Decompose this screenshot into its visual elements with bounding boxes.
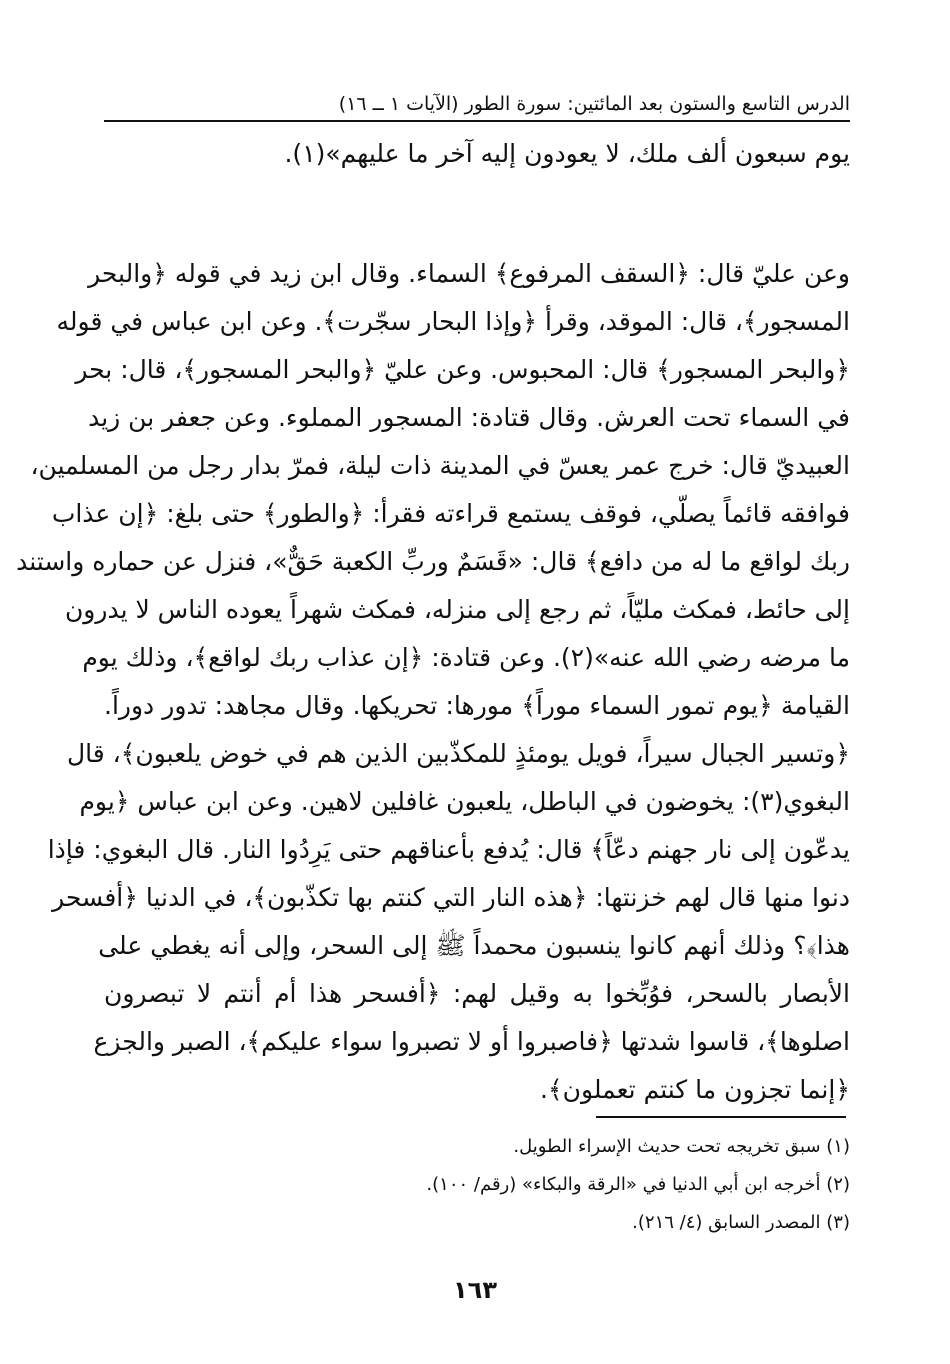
paragraph-line: العبيديّ قال: خرج عمر يعسّ في المدينة ذات ليلة، فمرّ بدار رجل من المسلمين، [30,451,850,480]
paragraph-line: وعن عليّ قال: ﴿السقف المرفوع﴾ السماء. وقال ابن زيد في قوله ﴿والبحر [88,259,850,288]
paragraph-line: هذا﴾؟ وذلك أنهم كانوا ينسبون محمداً ﷺ إلى السحر، وإلى أنه يغطي على [98,931,850,960]
footnote-rule [596,1116,846,1118]
paragraph-line: ﴿إنما تجزون ما كنتم تعملون﴾. [540,1075,850,1104]
paragraph-line: دنوا منها قال لهم خزنتها: ﴿هذه النار التي كنتم بها تكذّبون﴾، في الدنيا ﴿أفسحر [52,883,850,912]
footnote: (٢) أخرجه ابن أبي الدنيا في «الرقة والبكاء» (رقم/ ١٠٠). [426,1174,850,1195]
paragraph-line: ﴿وتسير الجبال سيراً، فويل يومئذٍ للمكذّبين الذين هم في خوض يلعبون﴾، قال [67,739,850,768]
paragraph-line: فوافقه قائماً يصلّي، فوقف يستمع قراءته فقرأ: ﴿والطور﴾ حتى بلغ: ﴿إن عذاب [51,499,850,528]
header-rule [104,120,850,122]
paragraph-line: إلى حائط، فمكث مليّاً، ثم رجع إلى منزله، فمكث شهراً يعوده الناس لا يدرون [64,595,850,624]
paragraph-line: يدعّون إلى نار جهنم دعّاً﴾ قال: يُدفع بأعناقهم حتى يَرِدُوا النار. قال البغوي: فإذا [47,835,850,864]
paragraph-line: في السماء تحت العرش. وقال قتادة: المسجور المملوء. وعن جعفر بن زيد [88,403,850,432]
footnote: (١) سبق تخريجه تحت حديث الإسراء الطويل. [513,1136,850,1157]
paragraph-line: المسجور﴾، قال: الموقد، وقرأ ﴿وإذا البحار سجّرت﴾. وعن ابن عباس في قوله [56,307,850,336]
paragraph-line: القيامة ﴿يوم تمور السماء موراً﴾ مورها: تحريكها. وقال مجاهد: تدور دوراً. [104,691,850,720]
paragraph-line: البغوي(٣): يخوضون في الباطل، يلعبون غافلين لاهين. وعن ابن عباس ﴿يوم [79,787,850,816]
running-header: الدرس التاسع والستون بعد المائتين: سورة الطور (الآيات ١ ــ ١٦) [338,93,850,115]
paragraph-line: ربك لواقع ما له من دافع﴾ قال: «قَسَمٌ وربِّ الكعبة حَقٌّ»، فنزل عن حماره واستند [16,547,850,576]
footnote: (٣) المصدر السابق (٤/ ٢١٦). [632,1212,850,1233]
paragraph-line: اصلوها﴾، قاسوا شدتها ﴿فاصبروا أو لا تصبروا سواء عليكم﴾، الصبر والجزع [93,1027,850,1056]
page-number: ١٦٣ [453,1276,497,1304]
paragraph-line: الأبصار بالسحر، فوُبِّخوا به وقيل لهم: ﴿أفسحر هذا أم أنتم لا تبصرون [104,979,850,1008]
continuation-line: يوم سبعون ألف ملك، لا يعودون إليه آخر ما عليهم»(١). [284,139,850,168]
paragraph-line: ﴿والبحر المسجور﴾ قال: المحبوس. وعن عليّ ﴿والبحر المسجور﴾، قال: بحر [75,355,850,384]
paragraph-line: ما مرضه رضي الله عنه»(٢). وعن قتادة: ﴿إن عذاب ربك لواقع﴾، وذلك يوم [82,643,850,672]
